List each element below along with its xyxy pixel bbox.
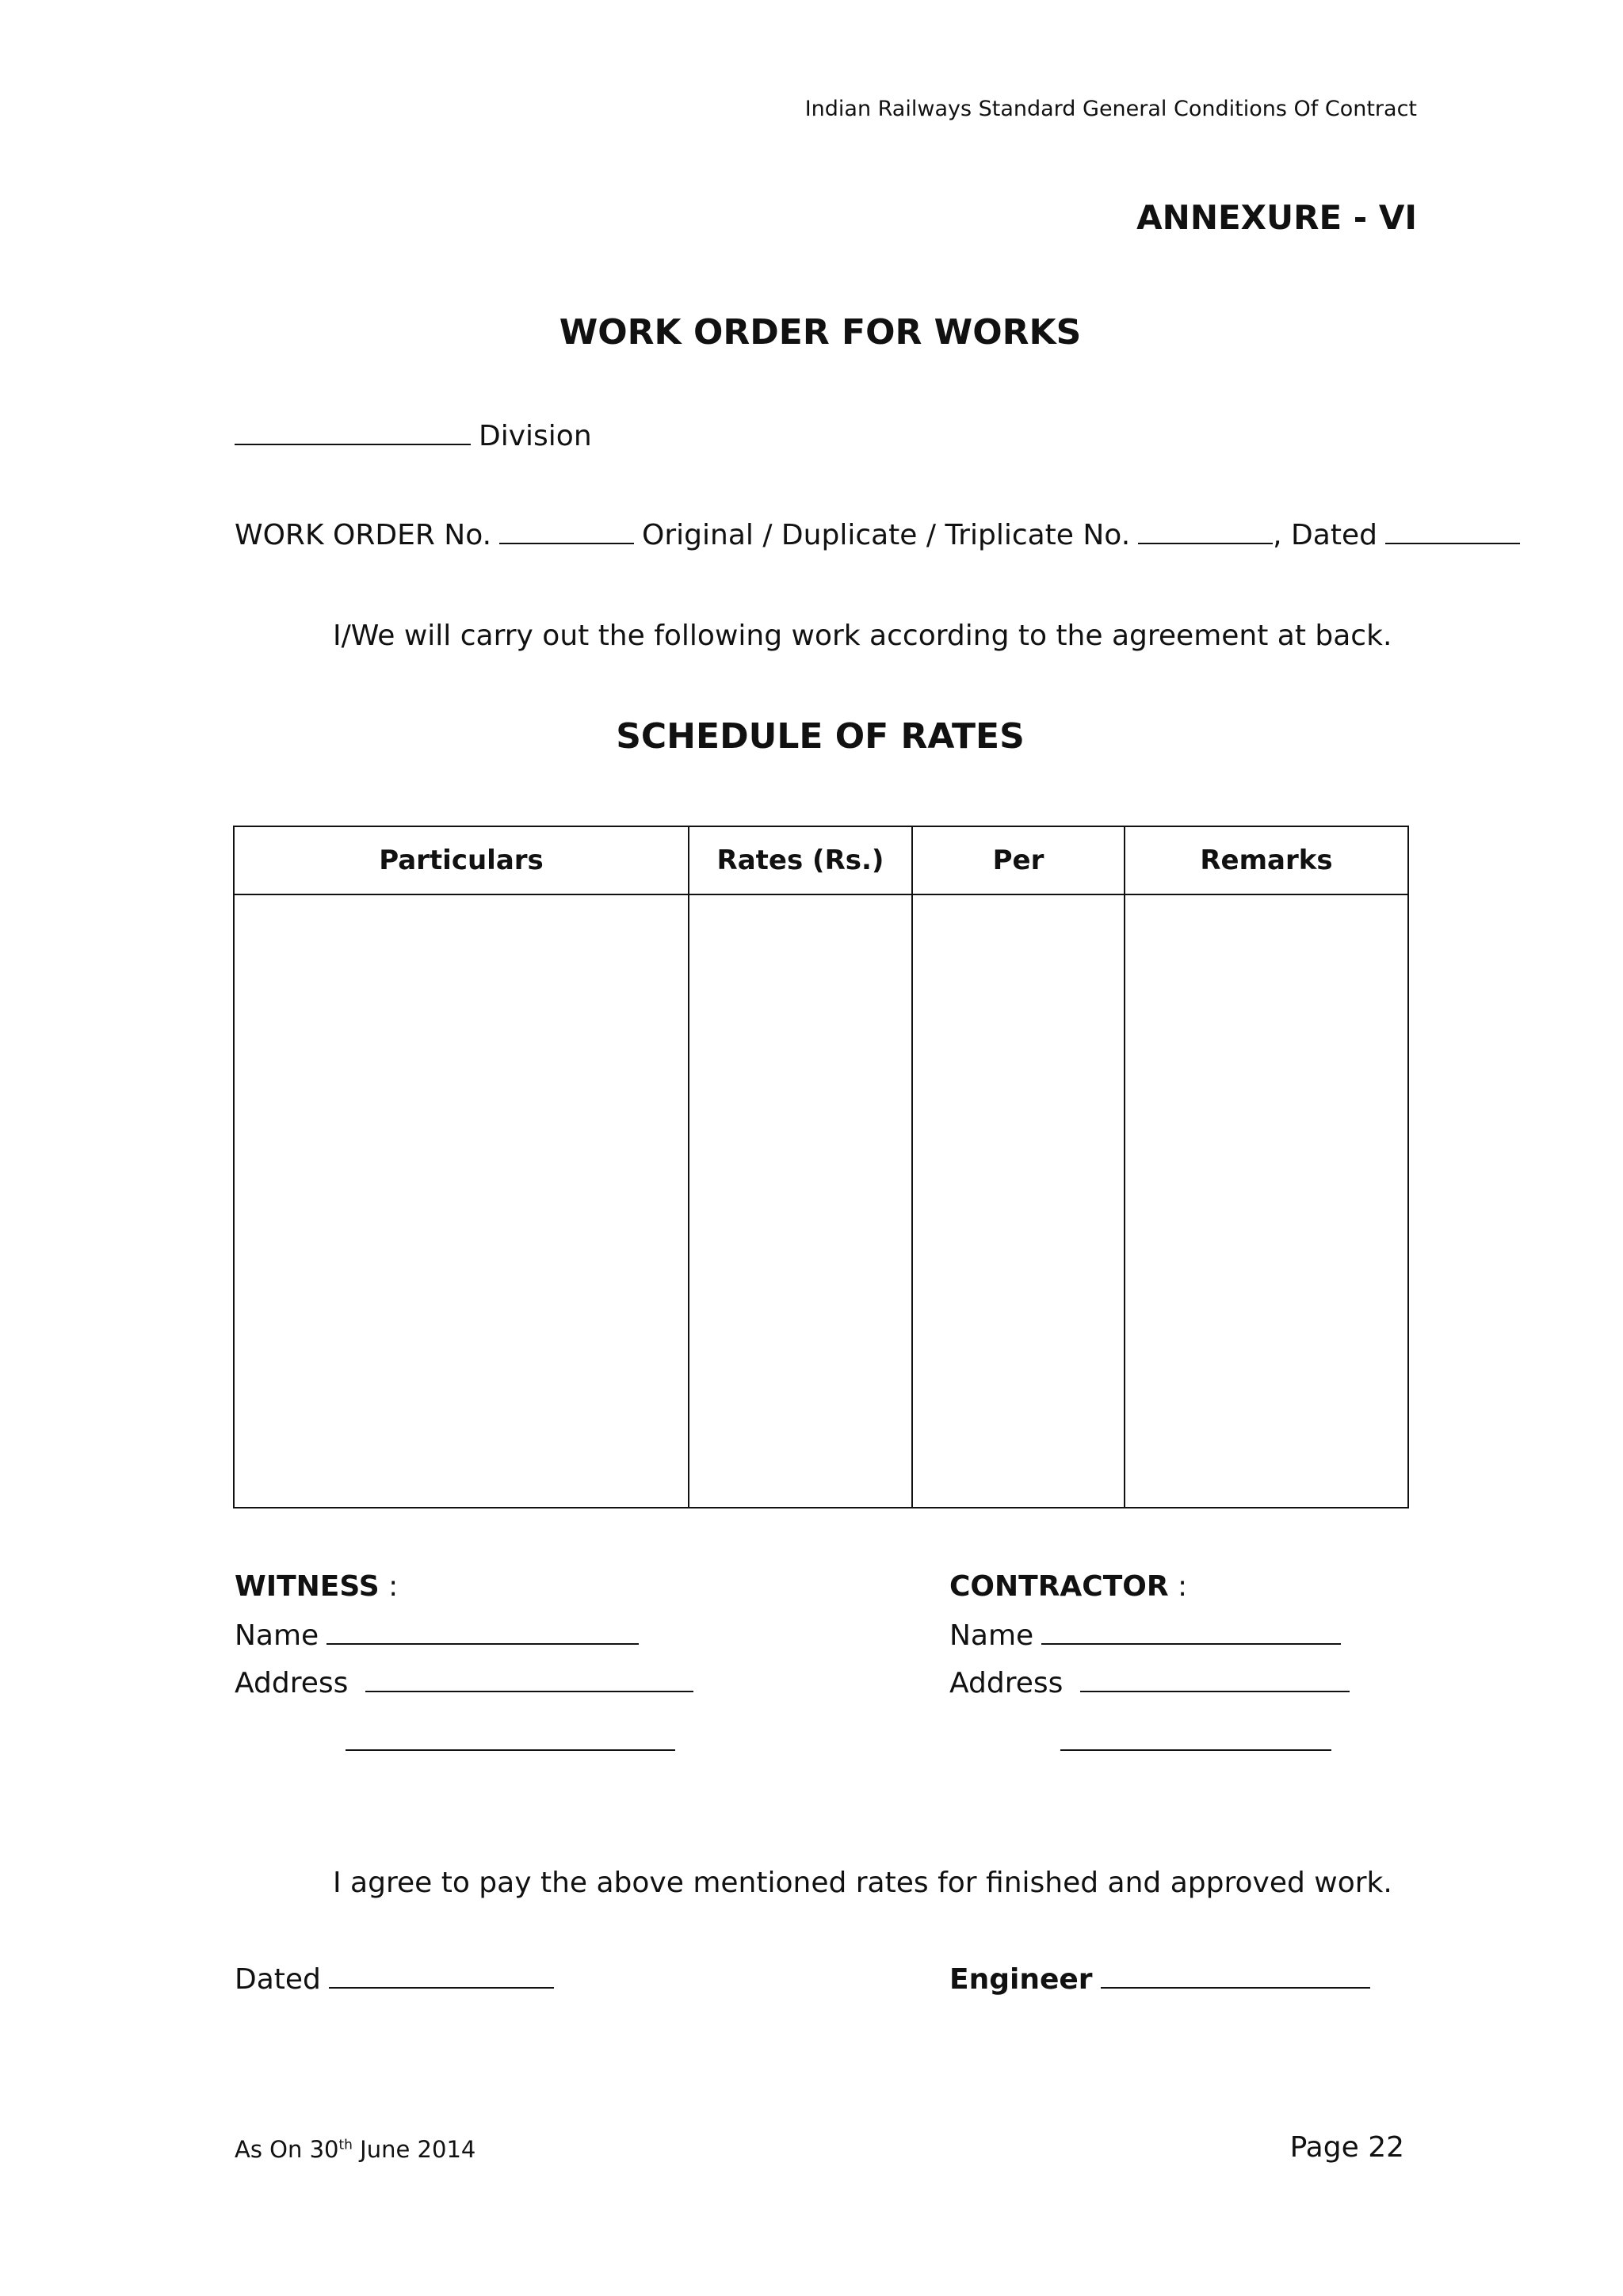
witness-label: WITNESS [235,1570,380,1603]
col-per: Per [912,826,1125,894]
footer-date [235,2136,475,2163]
division-blank[interactable] [235,420,471,445]
work-order-date-blank[interactable] [1385,519,1520,544]
document-title: WORK ORDER FOR WORKS [559,312,1082,353]
witness-address-label: Address [235,1667,349,1699]
footer-as-on: As On 30 [235,2136,339,2163]
engineer-line [949,1963,1378,1996]
witness-address-blank-2[interactable] [346,1726,675,1751]
per-cell[interactable] [912,894,1125,1508]
col-particulars: Particulars [234,826,689,894]
engineer-label: Engineer [949,1963,1093,1996]
remarks-cell[interactable] [1125,894,1408,1508]
rates-cell[interactable] [689,894,912,1508]
witness-address-line [235,1667,701,1699]
contractor-address-blank-2[interactable] [1060,1726,1331,1751]
work-order-line [235,519,1528,551]
col-remarks: Remarks [1125,826,1408,894]
dated-label-top: , Dated [1273,519,1377,551]
witness-heading [235,1570,398,1603]
contractor-label: CONTRACTOR [949,1570,1169,1603]
footer-sup: th [338,2137,353,2153]
dated-blank[interactable] [329,1963,554,1989]
witness-name-line [235,1619,647,1652]
annexure-label: ANNEXURE - VI [1136,198,1417,237]
running-header: Indian Railways Standard General Conditions Of Contract [804,97,1417,121]
engineer-blank[interactable] [1101,1963,1370,1989]
intro-paragraph: I/We will carry out the following work according to the agreement at back. [333,620,1392,652]
rates-table-body-row [234,894,1408,1508]
work-order-no-label: WORK ORDER No. [235,519,492,551]
witness-colon: : [379,1570,399,1603]
contractor-heading [949,1570,1187,1603]
division-line [235,420,592,452]
page-number: Page 22 [1289,2131,1404,2164]
work-order-no-blank[interactable] [499,519,634,544]
contractor-name-line [949,1619,1349,1652]
dated-line [235,1963,562,1996]
schedule-title: SCHEDULE OF RATES [616,716,1025,757]
contractor-address-line [949,1667,1358,1699]
witness-name-blank[interactable] [327,1619,639,1645]
witness-name-label: Name [235,1619,319,1652]
particulars-cell[interactable] [234,894,689,1508]
contractor-name-blank[interactable] [1041,1619,1341,1645]
contractor-colon: : [1168,1570,1188,1603]
contractor-address-label: Address [949,1667,1064,1699]
footer-as-on-rest: June 2014 [352,2136,476,2163]
copy-no-label: Original / Duplicate / Triplicate No. [642,519,1131,551]
copy-no-blank[interactable] [1138,519,1273,544]
division-label: Division [479,420,592,452]
rates-table-header-row [234,826,1408,894]
col-rates: Rates (Rs.) [689,826,912,894]
contractor-name-label: Name [949,1619,1034,1652]
dated-label: Dated [235,1963,321,1996]
rates-table [233,826,1409,1508]
contractor-address-blank-1[interactable] [1080,1667,1350,1692]
agree-paragraph: I agree to pay the above mentioned rates for finished and approved work. [333,1867,1392,1899]
witness-address-blank-1[interactable] [365,1667,693,1692]
